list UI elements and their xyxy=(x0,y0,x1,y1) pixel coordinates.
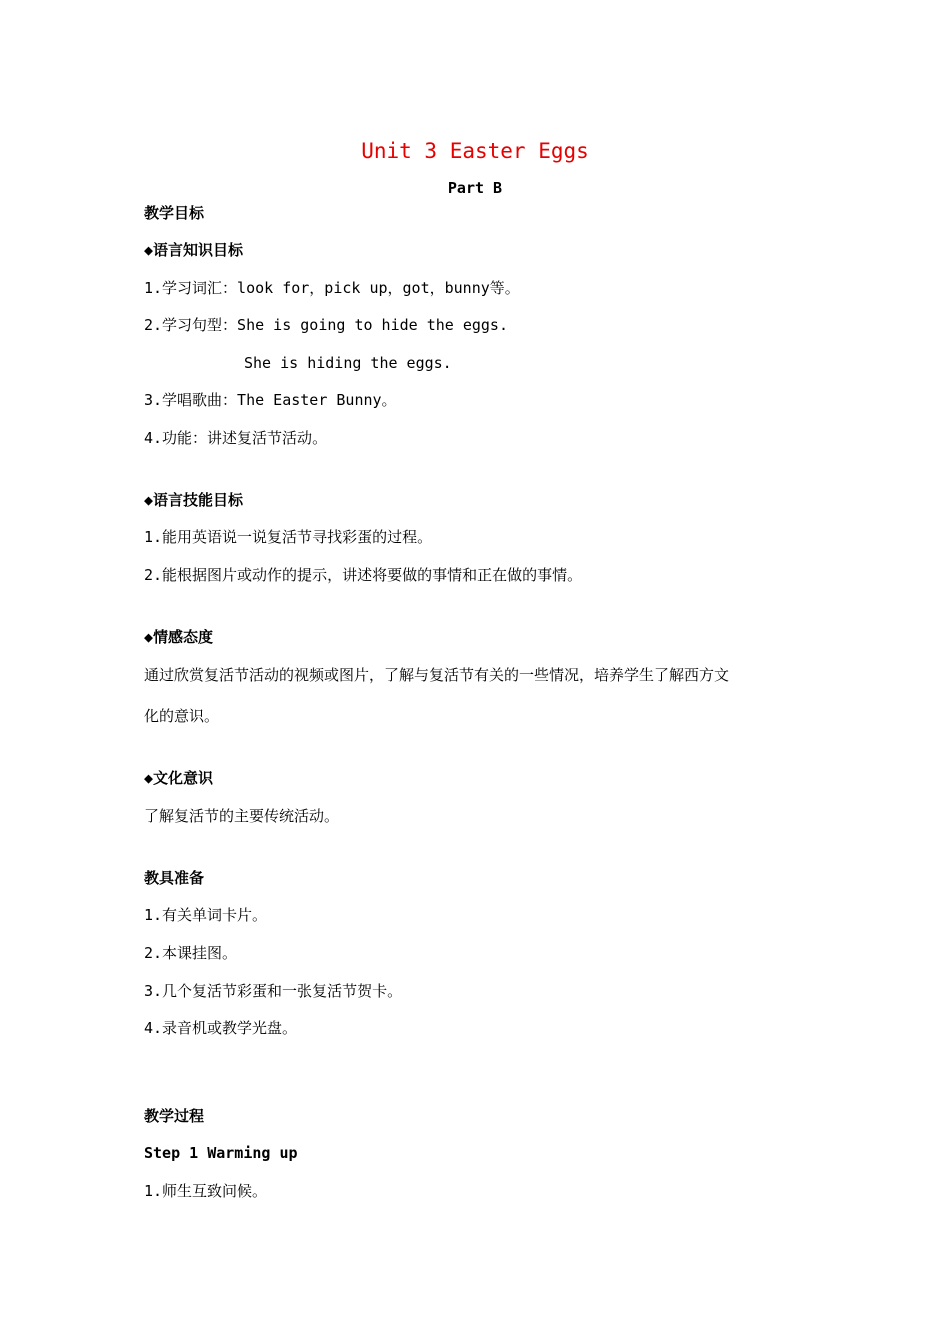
list-item: She is hiding the eggs. xyxy=(244,354,452,372)
list-item: 1.师生互致问候。 xyxy=(144,1182,268,1200)
culture-heading: ◆文化意识 xyxy=(144,769,214,787)
paragraph-line: 了解复活节的主要传统活动。 xyxy=(144,807,340,825)
list-item: 3.学唱歌曲：The Easter Bunny。 xyxy=(144,391,397,409)
materials-heading: 教具准备 xyxy=(144,869,205,887)
document-title: Unit 3 Easter Eggs xyxy=(361,139,589,163)
list-item: 4.录音机或教学光盘。 xyxy=(144,1019,298,1037)
list-item: 3.几个复活节彩蛋和一张复活节贺卡。 xyxy=(144,982,403,1000)
emotion-heading: ◆情感态度 xyxy=(144,628,214,646)
paragraph-line: 化的意识。 xyxy=(144,707,220,725)
list-item: 4.功能：讲述复活节活动。 xyxy=(144,429,328,447)
list-item: 1.学习词汇：look for，pick up，got，bunny等。 xyxy=(144,279,520,297)
paragraph-line: 通过欣赏复活节活动的视频或图片，了解与复活节有关的一些情况，培养学生了解西方文 xyxy=(144,666,730,684)
document-subtitle: Part B xyxy=(447,179,503,197)
language-skills-heading: ◆语言技能目标 xyxy=(144,491,244,509)
list-item: 2.学习句型：She is going to hide the eggs. xyxy=(144,316,508,334)
list-item: 2.能根据图片或动作的提示，讲述将要做的事情和正在做的事情。 xyxy=(144,566,583,584)
list-item: 1.能用英语说一说复活节寻找彩蛋的过程。 xyxy=(144,528,433,546)
step-heading: Step 1 Warming up xyxy=(144,1144,298,1162)
list-item: 2.本课挂图。 xyxy=(144,944,238,962)
list-item: 1.有关单词卡片。 xyxy=(144,906,268,924)
language-knowledge-heading: ◆语言知识目标 xyxy=(144,241,244,259)
objectives-heading: 教学目标 xyxy=(144,204,205,222)
process-heading: 教学过程 xyxy=(144,1107,205,1125)
